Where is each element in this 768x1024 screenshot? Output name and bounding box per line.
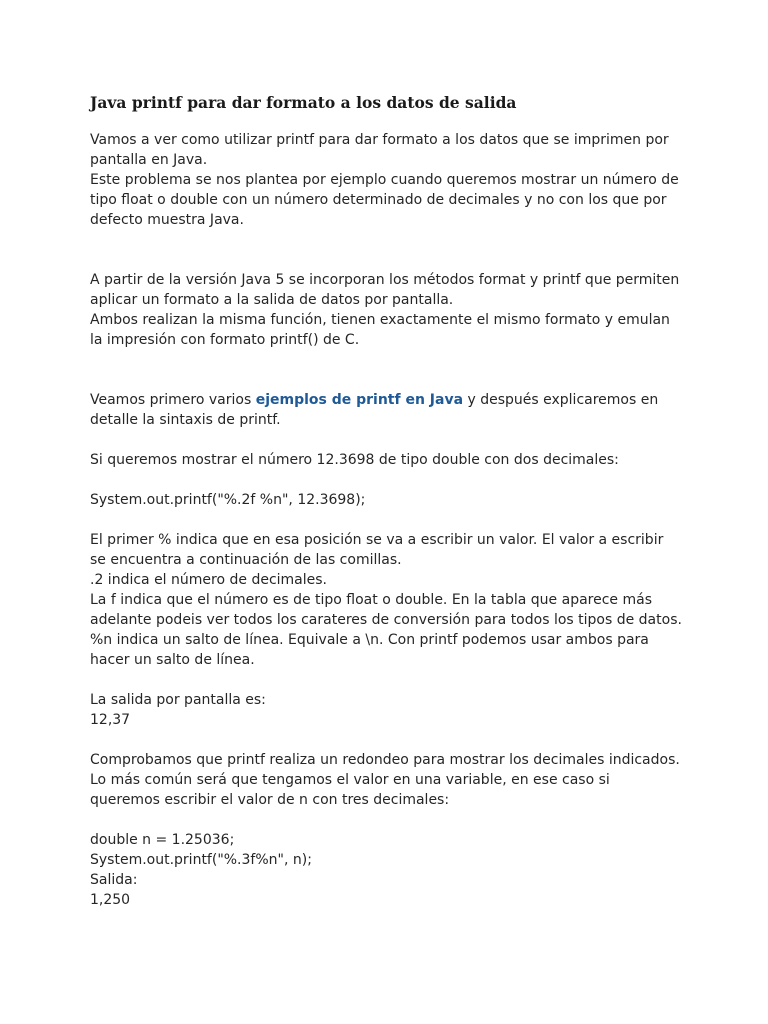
text-line: Si queremos mostrar el número 12.3698 de tipo double con dos decimales: — [90, 452, 619, 468]
paragraph-output-1 — [90, 690, 690, 730]
text-line: la impresión con formato printf() de C. — [90, 332, 360, 348]
text-line: Comprobamos que printf realiza un redondeo para mostrar los decimales indicados. — [90, 752, 680, 768]
text-line: defecto muestra Java. — [90, 212, 244, 228]
paragraph-example-intro — [90, 450, 690, 470]
code-line: double n = 1.25036; — [90, 832, 235, 848]
text-line: La salida por pantalla es: — [90, 692, 266, 708]
text-segment: Veamos primero varios — [90, 392, 256, 408]
text-line: se encuentra a continuación de las comillas. — [90, 552, 402, 568]
code-example-1 — [90, 490, 690, 510]
text-line: Salida: — [90, 872, 138, 888]
text-line: %n indica un salto de línea. Equivale a \n. Con printf podemos usar ambos para — [90, 632, 649, 648]
text-line: adelante podeis ver todos los carateres de conversión para todos los tipos de datos. — [90, 612, 682, 628]
text-segment: y después explicaremos en — [463, 392, 659, 408]
text-line: Este problema se nos plantea por ejemplo cuando queremos mostrar un número de — [90, 172, 679, 188]
output-line: 1,250 — [90, 892, 131, 908]
code-line: System.out.printf("%.2f %n", 12.3698); — [90, 492, 366, 508]
text-line: Vamos a ver como utilizar printf para dar formato a los datos que se imprimen por — [90, 132, 669, 148]
text-line: queremos escribir el valor de n con tres decimales: — [90, 792, 450, 808]
output-line: 12,37 — [90, 712, 131, 728]
page-title: Java printf para dar formato a los datos de salida — [90, 93, 517, 112]
code-line: System.out.printf("%.3f%n", n); — [90, 852, 312, 868]
paragraph-intro — [90, 130, 690, 230]
text-line: A partir de la versión Java 5 se incorporan los métodos format y printf que permiten — [90, 272, 680, 288]
text-line: hacer un salto de línea. — [90, 652, 255, 668]
text-line: El primer % indica que en esa posición se va a escribir un valor. El valor a escribir — [90, 532, 664, 548]
text-line: La f indica que el número es de tipo float o double. En la tabla que aparece más — [90, 592, 652, 608]
text-line: detalle la sintaxis de printf. — [90, 412, 281, 428]
text-line: aplicar un formato a la salida de datos por pantalla. — [90, 292, 454, 308]
paragraph-java5 — [90, 270, 690, 350]
text-line: .2 indica el número de decimales. — [90, 572, 327, 588]
text-line: tipo float o double con un número determinado de decimales y no con los que por — [90, 192, 667, 208]
text-line: Ambos realizan la misma función, tienen exactamente el mismo formato y emulan — [90, 312, 670, 328]
code-example-2 — [90, 830, 690, 910]
text-line — [90, 390, 690, 410]
paragraph-rounding — [90, 750, 690, 810]
examples-link[interactable]: ejemplos de printf en Java — [255, 392, 464, 408]
paragraph-explanation — [90, 530, 690, 670]
paragraph-examples — [90, 390, 690, 430]
text-line: Lo más común será que tengamos el valor en una variable, en ese caso si — [90, 772, 610, 788]
text-line: pantalla en Java. — [90, 152, 208, 168]
document-page — [90, 92, 690, 930]
